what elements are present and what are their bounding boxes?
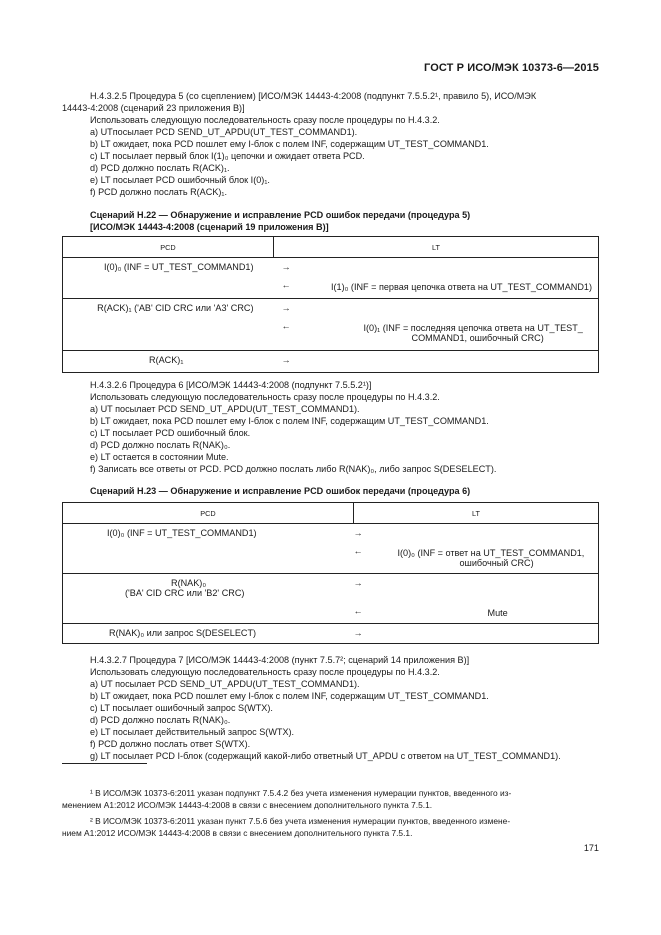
section-h4327-title: Н.4.3.2.7 Процедура 7 [ИСО/МЭК 14443-4:2008 (пункт 7.5.7²; сценарий 14 приложения В)] [90, 655, 470, 665]
section-h4327-step: а) UT посылает PCD SEND_UT_APDU(UT_TEST_COMMAND1). [90, 679, 360, 689]
arrow-right-icon: → [353, 578, 363, 588]
section-h4326-step: e) LT остается в состоянии Mute. [90, 452, 229, 462]
arrow-right-icon: → [281, 303, 291, 313]
lt-message: I(1)₀ (INF = первая цепочка ответа на UT_TEST_COMMAND1) [330, 282, 592, 292]
footnote-separator [62, 763, 147, 764]
section-h4327-step: d) PCD должно послать R(NAK)₀. [90, 715, 231, 725]
scenario-h22-caption-cont: [ИСО/МЭК 14443-4:2008 (сценарий 19 приложения В)] [90, 222, 329, 232]
section-h4325-step: f) PCD должно послать R(ACK)₁. [90, 187, 228, 197]
column-header-lt: LT [354, 503, 599, 524]
section-h4327-step: g) LT посылает PCD I-блок (содержащий какой-либо ответный UT_APDU с ответом на UT_TEST_COMMAND1). [90, 751, 561, 761]
arrow-left-icon: ← [281, 321, 291, 331]
section-h4325-step: а) UTпосылает PCD SEND_UT_APDU(UT_TEST_COMMAND1). [90, 127, 358, 137]
column-header-lt: LT [274, 237, 599, 258]
column-header-pcd: PCD [63, 237, 274, 258]
pcd-message: R(NAK)₀ или запрос S(DESELECT) [109, 628, 257, 638]
arrow-right-icon: → [281, 355, 291, 365]
arrow-left-icon: ← [353, 546, 363, 556]
scenario-h23-caption: Сценарий Н.23 — Обнаружение и исправление PCD ошибок передачи (процедура 6) [90, 486, 471, 496]
lt-message-cont: COMMAND1, ошибочный CRC) [411, 333, 544, 343]
footnote-1-cont: менением А1:2012 ИСО/МЭК 14443-4:2008 в связи с внесением дополнительного пункта 7.5.1. [62, 800, 433, 810]
lt-message-cont: ошибочный CRC) [459, 558, 534, 568]
pcd-message: R(ACK)₁ [149, 355, 184, 365]
column-header-pcd: PCD [63, 503, 354, 524]
footnote-1: ¹ В ИСО/МЭК 10373-6:2011 указан подпункт 7.5.4.2 без учета изменения нумерации пунктов, введенного из- [90, 788, 512, 798]
scenario-h22-caption: Сценарий Н.22 — Обнаружение и исправление PCD ошибок передачи (процедура 5) [90, 210, 471, 220]
lt-message: I(0)₀ (INF = ответ на UT_TEST_COMMAND1, [397, 548, 585, 558]
pcd-message: R(ACK)₁ ('AB' CID CRC или 'A3' CRC) [97, 303, 254, 313]
lt-message: I(0)₁ (INF = последняя цепочка ответа на UT_TEST_ [363, 323, 583, 333]
pcd-message: I(0)₀ (INF = UT_TEST_COMMAND1) [107, 528, 257, 538]
arrow-right-icon: → [353, 528, 363, 538]
footnote-2-cont: нием А1:2012 ИСО/МЭК 14443-4:2008 в связи с внесением дополнительного пункта 7.5.1. [62, 828, 413, 838]
section-h4326-step: а) UT посылает PCD SEND_UT_APDU(UT_TEST_COMMAND1). [90, 404, 360, 414]
pcd-message-cont: ('BA' CID CRC или 'B2' CRC) [125, 588, 245, 598]
scenario-h23-table [62, 502, 599, 644]
arrow-right-icon: → [353, 628, 363, 638]
lt-message: Mute [487, 608, 508, 618]
section-h4326-step: Использовать следующую последовательность сразу после процедуры по Н.4.3.2. [90, 392, 440, 402]
arrow-left-icon: ← [353, 606, 363, 616]
standard-header: ГОСТ Р ИСО/МЭК 10373-6—2015 [424, 62, 599, 74]
section-h4326-step: b) LT ожидает, пока PCD пошлет ему I-блок с полем INF, содержащим UT_TEST_COMMAND1. [90, 416, 489, 426]
section-h4326-step: c) LT посылает PCD ошибочный блок. [90, 428, 251, 438]
section-h4327-step: f) PCD должно послать ответ S(WTX). [90, 739, 251, 749]
section-h4325-step: c) LT посылает первый блок I(1)₀ цепочки и ожидает ответа PCD. [90, 151, 365, 161]
section-h4327-step: b) LT ожидает, пока PCD пошлет ему I-блок с полем INF, содержащим UT_TEST_COMMAND1. [90, 691, 489, 701]
section-h4327-step: Использовать следующую последовательность сразу после процедуры по Н.4.3.2. [90, 667, 440, 677]
pcd-message: R(NAK)₀ [171, 578, 207, 588]
section-h4325-step: d) PCD должно послать R(ACK)₁. [90, 163, 230, 173]
section-h4325-step: Использовать следующую последовательность сразу после процедуры по Н.4.3.2. [90, 115, 440, 125]
page-number: 171 [583, 843, 599, 853]
section-h4326-title: Н.4.3.2.6 Процедура 6 [ИСО/МЭК 14443-4:2008 (подпункт 7.5.5.2¹)] [90, 380, 372, 390]
section-h4326-step: f) Записать все ответы от PCD. PCD должно послать либо R(NAK)₀, либо запрос S(DESELECT). [90, 464, 497, 474]
pcd-message: I(0)₀ (INF = UT_TEST_COMMAND1) [103, 262, 254, 272]
section-h4325-title-cont: 14443-4:2008 (сценарий 23 приложения В)] [62, 103, 245, 113]
section-h4325-step: e) LT посылает PCD ошибочный блок I(0)₁. [90, 175, 270, 185]
section-h4325-title: Н.4.3.2.5 Процедура 5 (со сцеплением) [ИСО/МЭК 14443-4:2008 (подпункт 7.5.5.2¹, правило 5), ИСО/МЭК [90, 91, 537, 101]
section-h4327-step: c) LT посылает ошибочный запрос S(WTX). [90, 703, 273, 713]
arrow-left-icon: ← [281, 280, 291, 290]
scenario-h22-table [62, 236, 599, 373]
section-h4327-step: e) LT посылает действительный запрос S(WTX). [90, 727, 295, 737]
arrow-right-icon: → [281, 262, 291, 272]
footnote-2: ² В ИСО/МЭК 10373-6:2011 указан пункт 7.5.6 без учета изменения нумерации пунктов, введенного измене- [90, 816, 511, 826]
section-h4325-step: b) LT ожидает, пока PCD пошлет ему I-блок с полем INF, содержащим UT_TEST_COMMAND1. [90, 139, 489, 149]
section-h4326-step: d) PCD должно послать R(NAK)₀. [90, 440, 231, 450]
